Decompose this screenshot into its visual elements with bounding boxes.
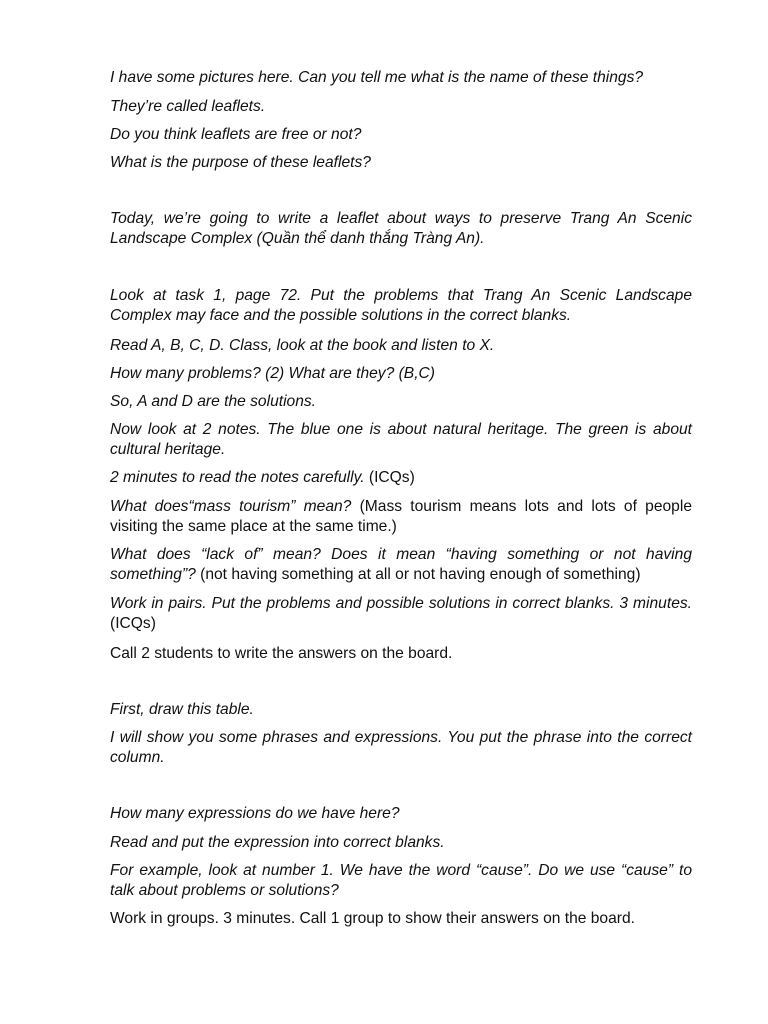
- paragraph-17: I will show you some phrases and expressions. You put the phrase into the correct column.: [110, 729, 692, 766]
- paragraph-13: What does “lack of” mean? Does it mean “having something or not having something”? (not having something at all or not having enough of something): [110, 546, 692, 583]
- paragraph-16: First, draw this table.: [110, 701, 254, 718]
- paragraph-2: They’re called leaflets.: [110, 98, 266, 115]
- paragraph-1: I have some pictures here. Can you tell me what is the name of these things?: [110, 69, 644, 86]
- paragraph-11: 2 minutes to read the notes carefully. (ICQs): [110, 469, 415, 486]
- paragraph-20: For example, look at number 1. We have the word “cause”. Do we use “cause” to talk about problems or solutions?: [110, 862, 692, 899]
- paragraph-7: Read A, B, C, D. Class, look at the book and listen to X.: [110, 337, 495, 354]
- paragraph-21: Work in groups. 3 minutes. Call 1 group to show their answers on the board.: [110, 910, 635, 927]
- paragraph-5: Today, we’re going to write a leaflet about ways to preserve Trang An Scenic Landscape Complex (Quần thể danh thắng Tràng An).: [110, 210, 692, 247]
- paragraph-18: How many expressions do we have here?: [110, 805, 400, 822]
- paragraph-6: Look at task 1, page 72. Put the problems that Trang An Scenic Landscape Complex may face and the possible solutions in the correct blanks.: [110, 287, 692, 324]
- paragraph-8: How many problems? (2) What are they? (B,C): [110, 365, 435, 382]
- paragraph-4: What is the purpose of these leaflets?: [110, 154, 371, 171]
- paragraph-12: What does“mass tourism” mean? (Mass tourism means lots and lots of people visiting the same place at the same time.): [110, 498, 692, 535]
- paragraph-9: So, A and D are the solutions.: [110, 393, 317, 410]
- paragraph-3: Do you think leaflets are free or not?: [110, 126, 362, 143]
- paragraph-10: Now look at 2 notes. The blue one is about natural heritage. The green is about cultural heritage.: [110, 421, 692, 458]
- paragraph-14: Work in pairs. Put the problems and possible solutions in correct blanks. 3 minutes. (ICQs): [110, 595, 692, 632]
- paragraph-19: Read and put the expression into correct blanks.: [110, 834, 445, 851]
- paragraph-15: Call 2 students to write the answers on the board.: [110, 645, 453, 662]
